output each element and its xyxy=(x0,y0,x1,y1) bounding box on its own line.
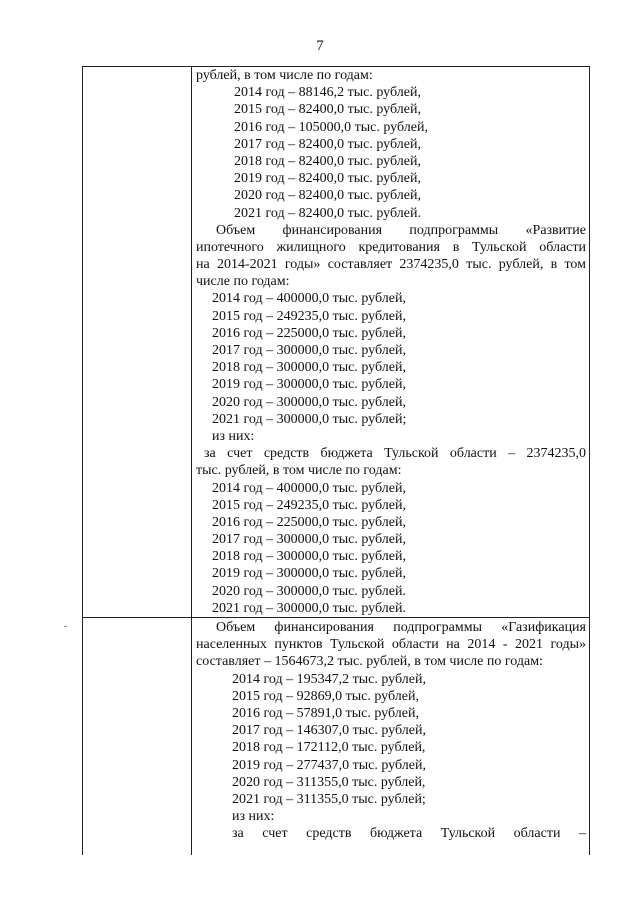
section2-year-line: 2020 год – 300000,0 тыс. рублей, xyxy=(212,394,406,410)
section2-paragraph-line: ипотечного жилищного кредитования в Тульской области xyxy=(196,239,586,255)
section2-year-line: 2018 год – 300000,0 тыс. рублей, xyxy=(212,360,406,376)
table-cell-upper xyxy=(196,67,586,617)
section1-year-line: 2015 год – 82400,0 тыс. рублей, xyxy=(234,102,421,118)
section2-year-line: 2016 год – 225000,0 тыс. рублей, xyxy=(212,325,406,341)
section2-of-them: из них: xyxy=(212,428,255,444)
section2-budget-year-line: 2014 год – 400000,0 тыс. рублей, xyxy=(212,480,406,496)
row-divider xyxy=(83,617,589,618)
section2-budget-year-line: 2019 год – 300000,0 тыс. рублей, xyxy=(212,566,406,582)
section1-intro: рублей, в том числе по годам: xyxy=(196,68,373,83)
section2-budget-year-line: 2021 год – 300000,0 тыс. рублей. xyxy=(212,600,406,616)
section2-budget-line: тыс. рублей, в том числе по годам: xyxy=(196,463,402,479)
section2-paragraph-line: числе по годам: xyxy=(196,274,290,290)
section3-paragraph-line: населенных пунктов Тульской области на 2014 - 2021 годы» xyxy=(196,637,586,653)
section3-year-line: 2019 год – 277437,0 тыс. рублей, xyxy=(232,757,426,773)
section2-year-line: 2015 год – 249235,0 тыс. рублей, xyxy=(212,308,406,324)
section3-paragraph-line: Объем финансирования подпрограммы «Газификация xyxy=(216,620,586,635)
section3-of-them: из них: xyxy=(232,809,275,825)
section3-year-line: 2015 год – 92869,0 тыс. рублей, xyxy=(232,688,419,704)
section2-paragraph-line: на 2014-2021 годы» составляет 2374235,0 тыс. рублей, в том xyxy=(196,257,586,273)
section3-paragraph-line: составляет – 1564673,2 тыс. рублей, в том числе по годам: xyxy=(196,654,543,670)
page-number: 7 xyxy=(316,38,324,54)
section3-year-line: 2014 год – 195347,2 тыс. рублей, xyxy=(232,671,426,687)
section3-budget-line: за счет средств бюджета Тульской области – xyxy=(232,826,586,842)
section1-year-line: 2018 год – 82400,0 тыс. рублей, xyxy=(234,153,421,169)
section1-year-line: 2017 год – 82400,0 тыс. рублей, xyxy=(234,136,421,152)
section3-year-line: 2021 год – 311355,0 тыс. рублей; xyxy=(232,791,426,807)
section3-year-line: 2020 год – 311355,0 тыс. рублей, xyxy=(232,774,426,790)
section1-year-line: 2020 год – 82400,0 тыс. рублей, xyxy=(234,188,421,204)
section2-budget-year-line: 2016 год – 225000,0 тыс. рублей, xyxy=(212,514,406,530)
section2-year-line: 2021 год – 300000,0 тыс. рублей; xyxy=(212,411,407,427)
column-divider xyxy=(191,67,192,855)
section1-year-line: 2016 год – 105000,0 тыс. рублей, xyxy=(234,119,428,135)
table-cell-lower xyxy=(196,619,586,842)
section3-year-line: 2016 год – 57891,0 тыс. рублей, xyxy=(232,705,419,721)
section3-year-line: 2017 год – 146307,0 тыс. рублей, xyxy=(232,723,426,739)
section2-budget-year-line: 2018 год – 300000,0 тыс. рублей, xyxy=(212,549,406,565)
section2-budget-year-line: 2015 год – 249235,0 тыс. рублей, xyxy=(212,497,406,513)
section3-year-line: 2018 год – 172112,0 тыс. рублей, xyxy=(232,740,426,756)
section1-year-line: 2021 год – 82400,0 тыс. рублей. xyxy=(234,205,421,221)
section2-budget-line: за счет средств бюджета Тульской области – 2374235,0 xyxy=(204,446,586,462)
section2-year-line: 2017 год – 300000,0 тыс. рублей, xyxy=(212,343,406,358)
section2-paragraph-line: Объем финансирования подпрограммы «Развитие xyxy=(216,222,586,238)
section2-year-line: 2014 год – 400000,0 тыс. рублей, xyxy=(212,291,406,307)
section1-year-line: 2019 год – 82400,0 тыс. рублей, xyxy=(234,171,421,187)
section2-budget-year-line: 2017 год – 300000,0 тыс. рублей, xyxy=(212,532,406,548)
section2-year-line: 2019 год – 300000,0 тыс. рублей, xyxy=(212,377,406,393)
section1-year-line: 2014 год – 88146,2 тыс. рублей, xyxy=(234,85,421,101)
section2-budget-year-line: 2020 год – 300000,0 тыс. рублей. xyxy=(212,583,406,599)
margin-mark xyxy=(64,626,67,627)
